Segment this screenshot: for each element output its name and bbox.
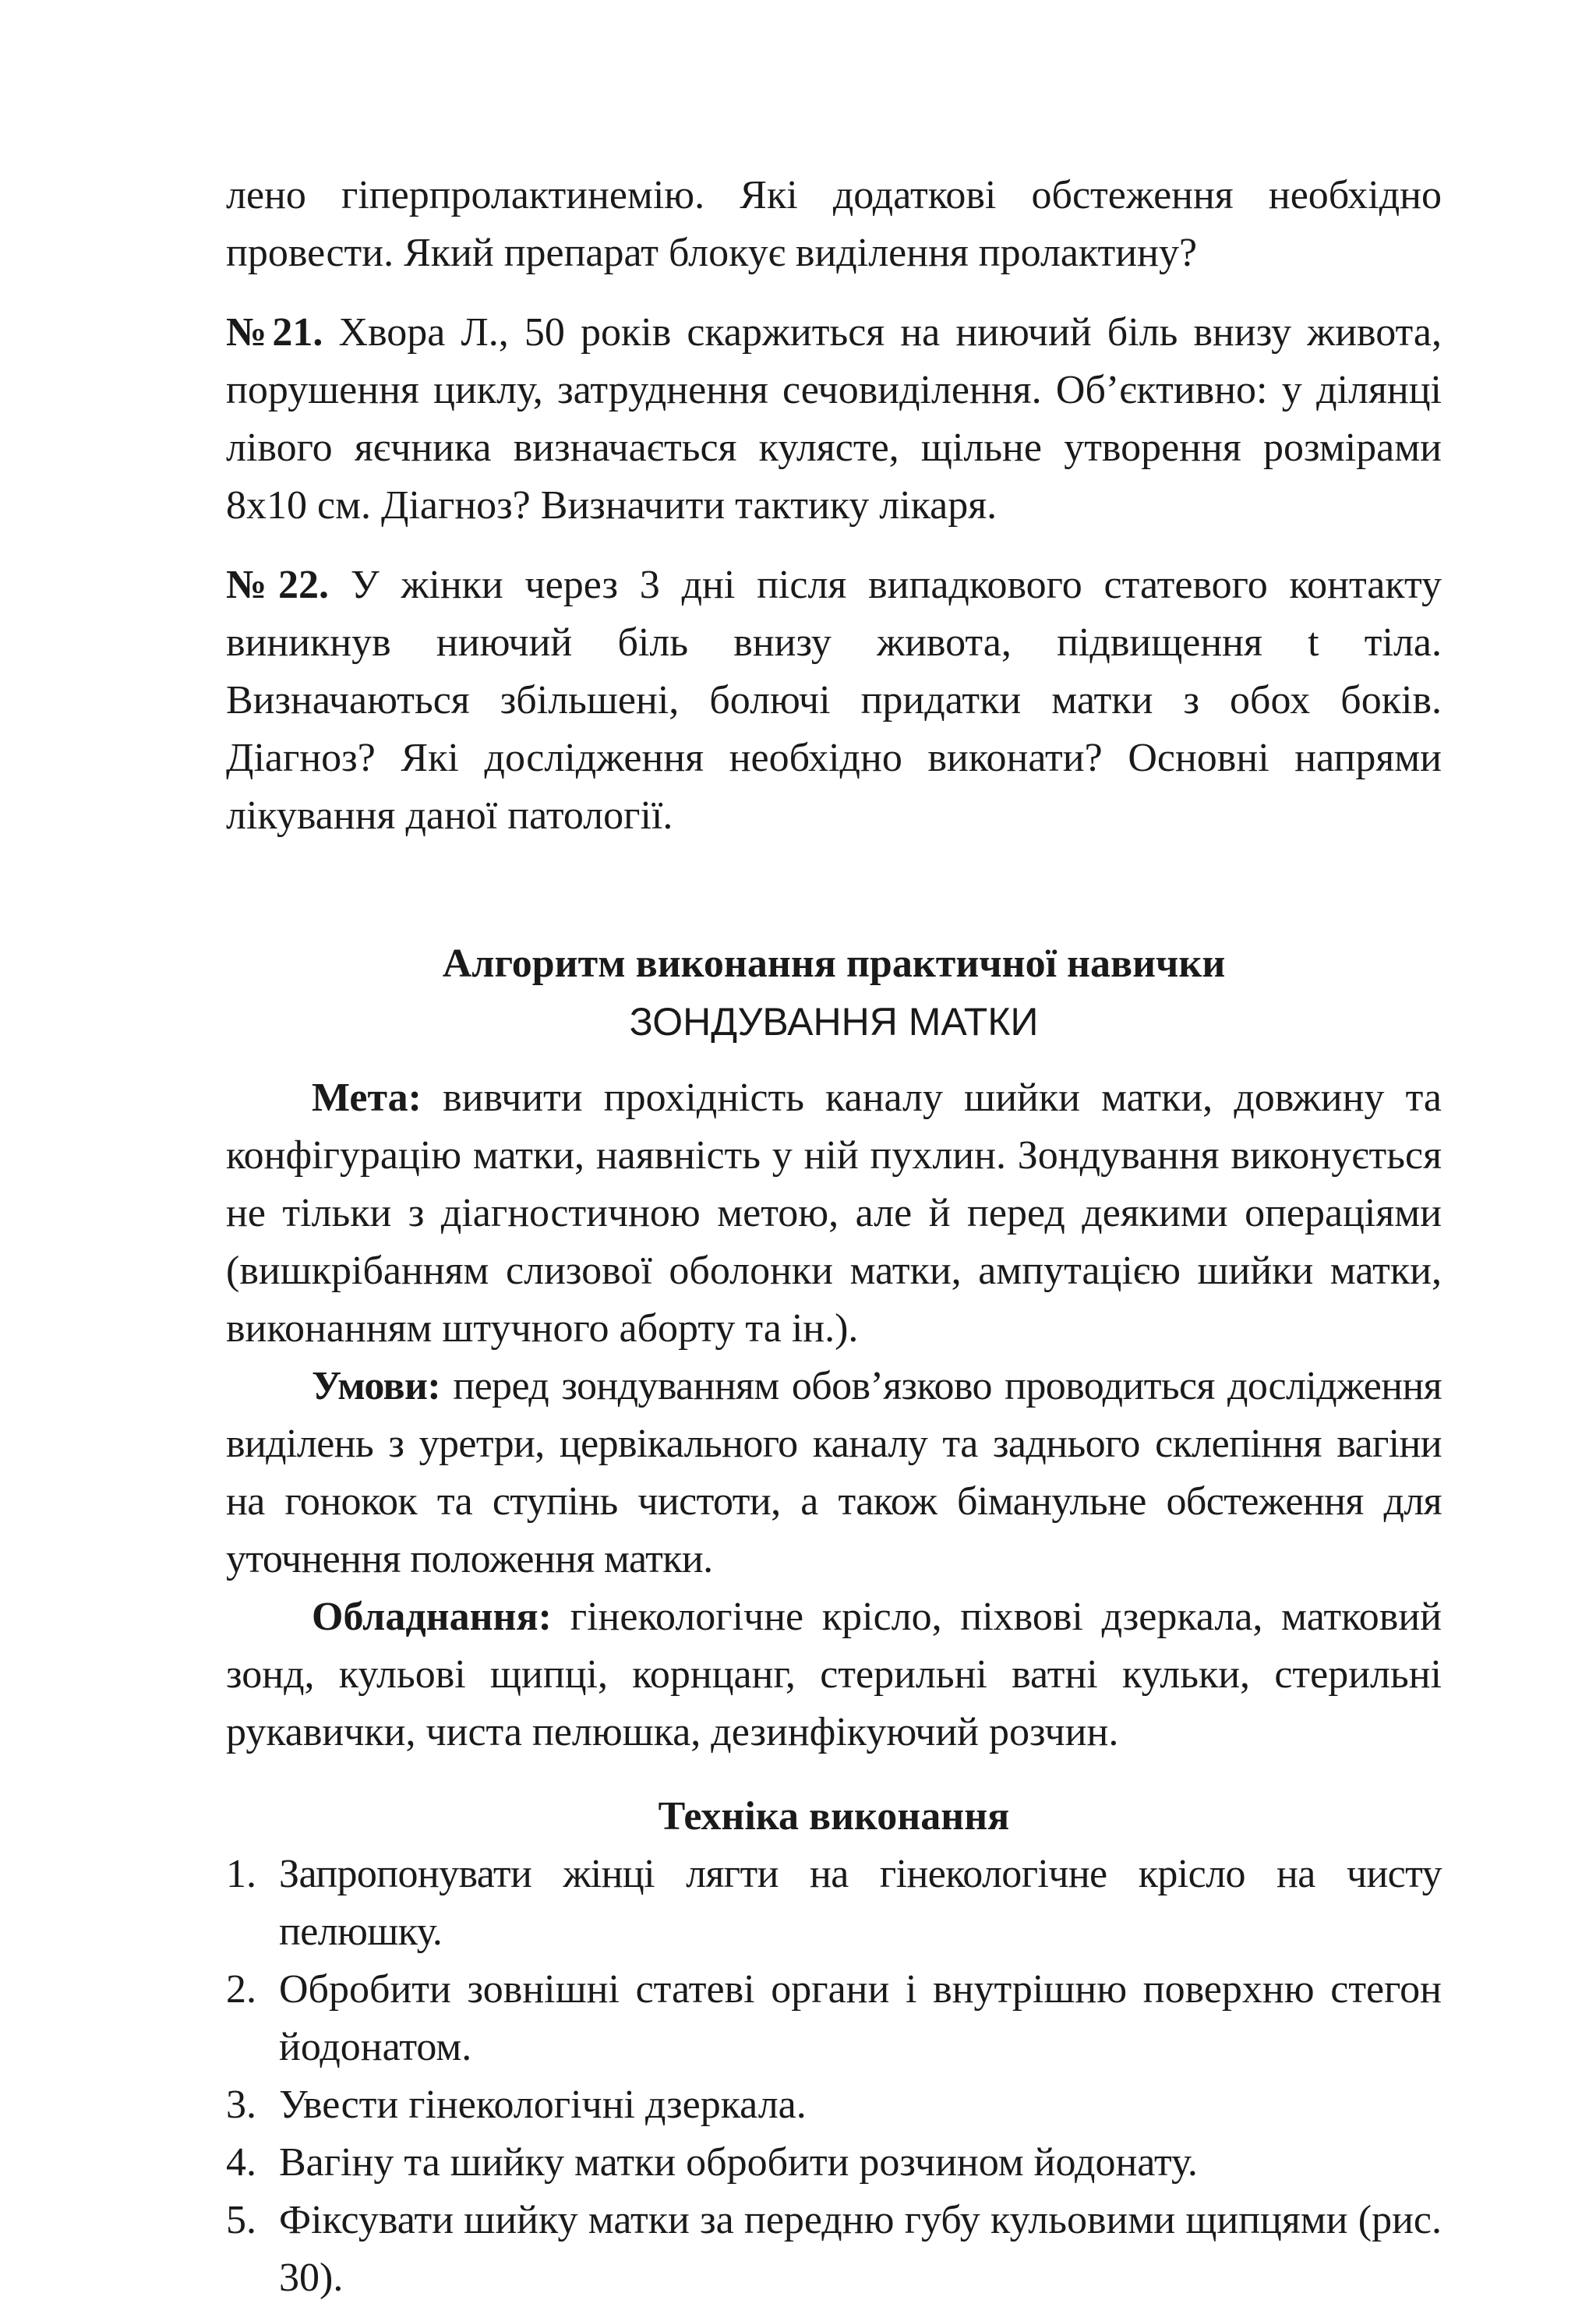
step-number: 4. — [226, 2140, 256, 2185]
equipment-text: гінекологічне крісло, піхвові дзеркала, матковий зонд, кульові щипці, корнцанг, стерильні ватні кульки, стерильні рукавички, чиста пелюшка, дезинфікуючий розчин. — [226, 1595, 1442, 1754]
problem-22 — [226, 556, 1442, 845]
problem-number: №21. — [226, 310, 323, 355]
technique-steps — [226, 1846, 1442, 2307]
technique-title: Техніка виконання — [658, 1794, 1010, 1839]
step-number: 3. — [226, 2083, 256, 2127]
conditions-paragraph — [226, 1358, 1442, 1588]
equipment-label: Обладнання: — [312, 1595, 552, 1639]
step-item — [226, 2076, 1442, 2134]
step-number: 1. — [226, 1852, 256, 1896]
conditions-text: перед зондуванням обов’язково проводиться дослідження виділень з уретри, цервікального каналу та заднього склепіння вагіни на гонокок та ступінь чистоти, а також біманульне обстеження для уточнення положення матки. — [226, 1364, 1442, 1581]
step-text: Увести гінекологічні дзеркала. — [279, 2083, 807, 2127]
step-item — [226, 2192, 1442, 2307]
algorithm-subtitle: ЗОНДУВАННЯ МАТКИ — [629, 1000, 1039, 1044]
step-text: Вагіну та шийку матки обробити розчином йодонату. — [279, 2140, 1198, 2185]
algorithm-title: Алгоритм виконання практичної навички — [442, 942, 1226, 986]
document-page — [226, 167, 1442, 2307]
step-item — [226, 1961, 1442, 2076]
goal-label: Мета: — [312, 1076, 422, 1120]
problem-text: Хвора Л., 50 років скаржиться на ниючий біль внизу живота, порушення циклу, затруднення сечовиділення. Об’єктивно: у ділянці лівого яєчника визначається кулясте, щільне утворення розмірами 8х10 см. Діагноз? Визначити тактику лікаря. — [226, 310, 1442, 528]
step-item — [226, 2134, 1442, 2192]
problem-21 — [226, 304, 1442, 535]
step-text: Фіксувати шийку матки за передню губу кульовими щипцями (рис. 30). — [279, 2198, 1442, 2300]
problem-text: У жінки через 3 дні після випадкового статевого контакту виникнув ниючий біль внизу живота, підвищення t тіла. Визначаються збільшені, болючі придатки матки з обох боків. Діагноз? Які дослідження необхідно виконати? Основні напрями лікування даної патології. — [226, 563, 1442, 838]
equipment-paragraph — [226, 1588, 1442, 1761]
step-item — [226, 1846, 1442, 1961]
conditions-label: Умови: — [312, 1364, 441, 1408]
goal-text: вивчити прохідність каналу шийки матки, довжину та конфігурацію матки, наявність у ній пухлин. Зондування виконується не тільки з діагностичною метою, але й перед деякими операціями (вишкрібанням слизової оболонки матки, ампутацією шийки матки, виконанням штучного аборту та ін.). — [226, 1076, 1442, 1351]
step-number: 2. — [226, 1967, 256, 2012]
step-text: Запропонувати жінці лягти на гінекологічне крісло на чисту пелюшку. — [279, 1852, 1442, 1954]
step-text: Обробити зовнішні статеві органи і внутрішню поверхню стегон йодонатом. — [279, 1967, 1442, 2069]
goal-paragraph — [226, 1069, 1442, 1358]
step-number: 5. — [226, 2198, 256, 2242]
problem-number: №22. — [226, 563, 330, 607]
intro-paragraph: лено гіперпролактинемію. Які додаткові обстеження необхідно провести. Який препарат блокує виділення пролактину? — [226, 173, 1442, 275]
